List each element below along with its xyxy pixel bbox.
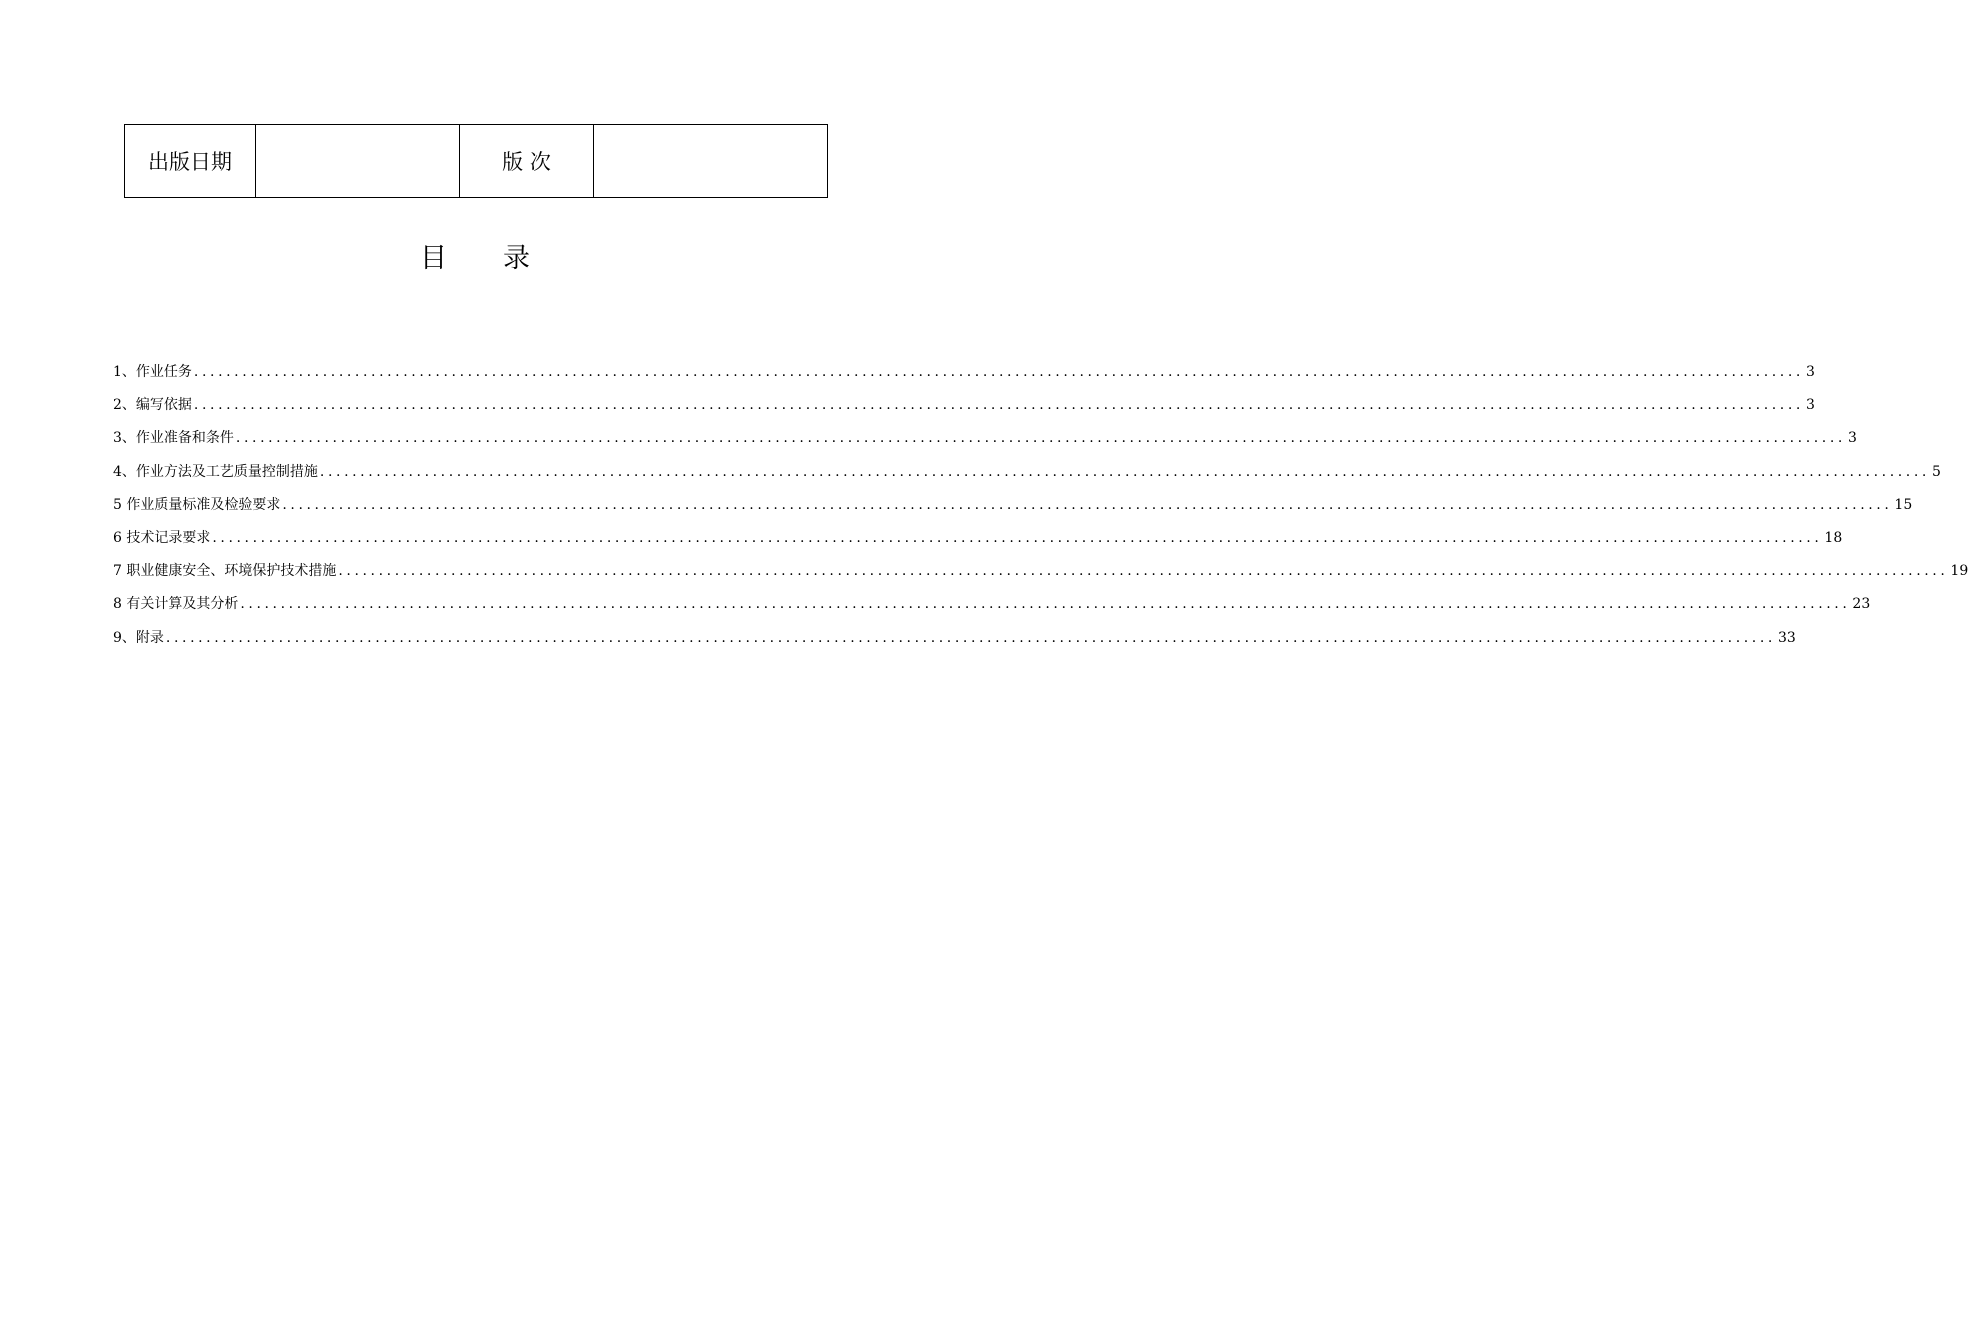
toc-entry[interactable] <box>113 594 1871 627</box>
publish-date-value <box>256 125 460 198</box>
publish-date-label: 出版日期 <box>125 125 256 198</box>
toc-entry[interactable] <box>113 462 1941 495</box>
toc-entry[interactable] <box>113 628 1796 661</box>
toc-leader-dots: ........................................................................................................................................................................................................ <box>338 563 1949 580</box>
toc-entry-page: 15 <box>1894 496 1913 513</box>
toc-entry-page: 33 <box>1777 629 1796 646</box>
toc-entry-page: 3 <box>1805 364 1815 380</box>
toc-entry-label: 7 职业健康安全、环境保护技术措施 <box>113 563 337 580</box>
table-of-contents <box>113 362 1968 661</box>
toc-leader-dots: ........................................................................................................................................................................................................ <box>282 496 1893 513</box>
toc-leader-dots: ........................................................................................................................................................................................................ <box>165 629 1776 646</box>
toc-leader-dots: ........................................................................................................................................................................................................ <box>193 397 1804 414</box>
toc-entry[interactable] <box>113 395 1815 428</box>
toc-entry[interactable] <box>113 561 1968 594</box>
toc-entry-label: 3、作业准备和条件 <box>113 430 234 447</box>
toc-entry-label: 2、编写依据 <box>113 397 192 414</box>
toc-entry-page: 3 <box>1847 430 1857 447</box>
toc-entry[interactable] <box>113 362 1815 395</box>
toc-leader-dots: ........................................................................................................................................................................................................ <box>235 430 1846 447</box>
toc-entry-page: 23 <box>1852 596 1871 613</box>
toc-entry-label: 5 作业质量标准及检验要求 <box>113 496 281 513</box>
toc-entry-page: 5 <box>1931 463 1941 480</box>
publication-info-table <box>124 124 828 198</box>
toc-entry[interactable] <box>113 528 1843 561</box>
toc-entry-label: 6 技术记录要求 <box>113 529 211 546</box>
toc-entry[interactable] <box>113 495 1913 528</box>
toc-leader-dots: ........................................................................................................................................................................................................ <box>193 364 1804 380</box>
edition-value <box>594 125 828 198</box>
toc-entry-label: 9、附录 <box>113 629 164 646</box>
toc-entry[interactable] <box>113 428 1857 461</box>
toc-entry-page: 19 <box>1950 563 1968 580</box>
toc-entry-page: 18 <box>1824 529 1843 546</box>
toc-entry-label: 8 有关计算及其分析 <box>113 596 239 613</box>
toc-title: 目录 <box>420 243 586 274</box>
toc-leader-dots: ........................................................................................................................................................................................................ <box>212 529 1823 546</box>
toc-leader-dots: ........................................................................................................................................................................................................ <box>319 463 1930 480</box>
edition-label: 版 次 <box>460 125 594 198</box>
toc-entry-label: 4、作业方法及工艺质量控制措施 <box>113 463 318 480</box>
toc-leader-dots: ........................................................................................................................................................................................................ <box>240 596 1851 613</box>
toc-entry-label: 1、作业任务 <box>113 364 192 380</box>
toc-entry-page: 3 <box>1805 397 1815 414</box>
